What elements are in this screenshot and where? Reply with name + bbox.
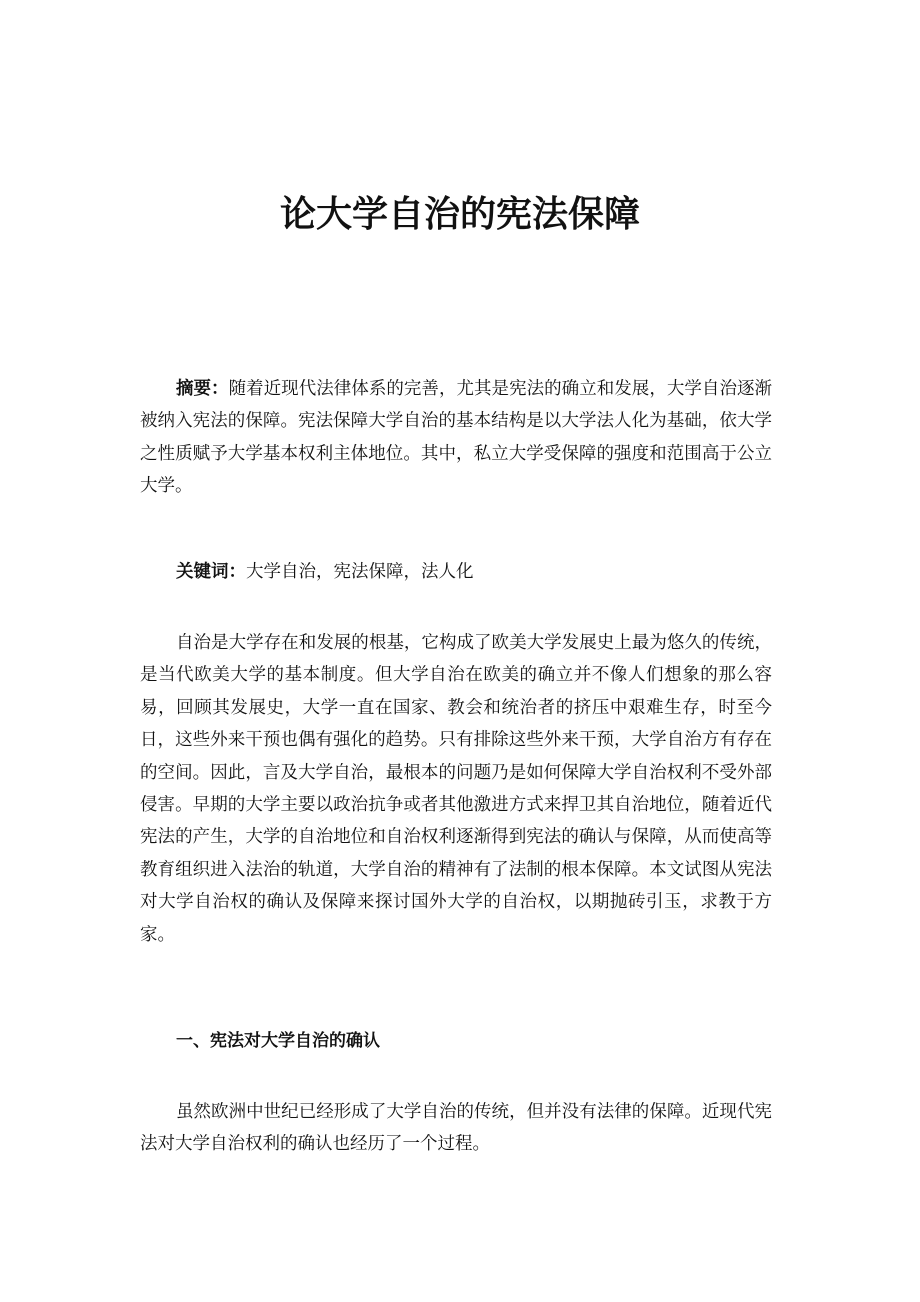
abstract-label: 摘要： (176, 379, 229, 399)
intro-paragraph: 自治是大学存在和发展的根基，它构成了欧美大学发展史上最为悠久的传统，是当代欧美大学的基本制度。但大学自治在欧美的确立并不像人们想象的那么容易，回顾其发展史，大学一直在国家、教会和统治者的挤压中艰难生存，时至今日，这些外来干预也偶有强化的趋势。只有排除这些外来干预，大学自治方有存在的空间。因此，言及大学自治，最根本的问题乃是如何保障大学自治权利不受外部侵害。早期的大学主要以政治抗争或者其他激进方式来捍卫其自治地位，随着近代宪法的产生，大学的自治地位和自治权利逐渐得到宪法的确认与保障，从而使高等教育组织进入法治的轨道，大学自治的精神有了法制的根本保障。本文试图从宪法对大学自治权的确认及保障来探讨国外大学的自治权，以期抛砖引玉，求教于方家。 (140, 633, 772, 945)
abstract-paragraph (140, 373, 772, 503)
section-heading: 一、宪法对大学自治的确认 (176, 1031, 380, 1051)
keywords-text: 大学自治，宪法保障，法人化 (246, 562, 474, 582)
keywords-paragraph (140, 556, 772, 588)
abstract-text: 随着近现代法律体系的完善，尤其是宪法的确立和发展，大学自治逐渐被纳入宪法的保障。宪法保障大学自治的基本结构是以大学法人化为基础，依大学之性质赋予大学基本权利主体地位。其中，私立大学受保障的强度和范围高于公立大学。 (140, 379, 773, 497)
section-paragraph: 虽然欧洲中世纪已经形成了大学自治的传统，但并没有法律的保障。近现代宪法对大学自治权利的确认也经历了一个过程。 (140, 1102, 772, 1155)
document-title: 论大学自治的宪法保障 (279, 194, 640, 235)
keywords-label: 关键词： (176, 562, 246, 582)
